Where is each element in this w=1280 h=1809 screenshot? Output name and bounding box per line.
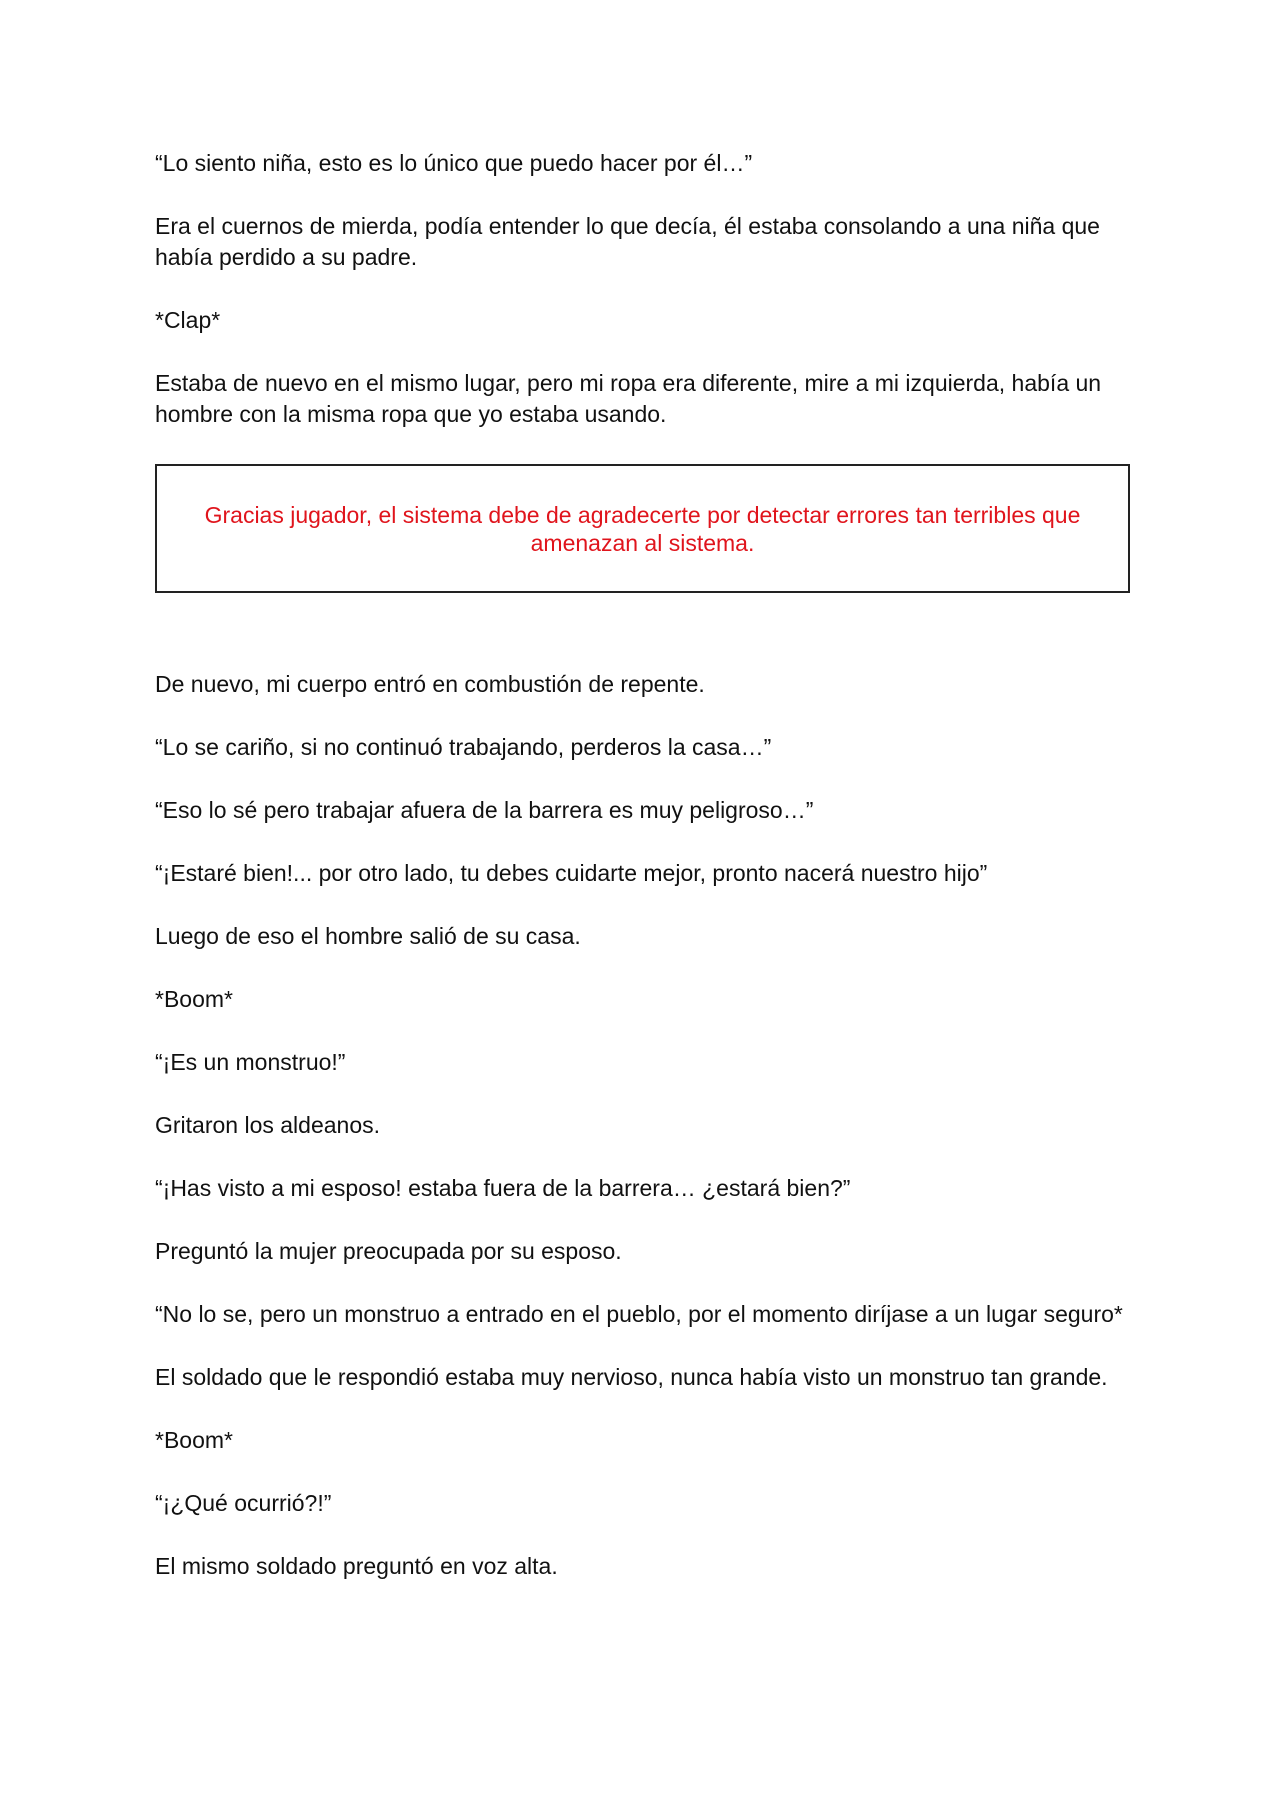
- paragraph: Gritaron los aldeanos.: [155, 1112, 381, 1138]
- paragraph: El mismo soldado preguntó en voz alta.: [155, 1553, 558, 1579]
- paragraph: De nuevo, mi cuerpo entró en combustión de repente.: [155, 671, 705, 697]
- paragraph: “¡Estaré bien!... por otro lado, tu debes cuidarte mejor, pronto nacerá nuestro hijo”: [155, 860, 988, 886]
- paragraph: *Boom*: [155, 1427, 233, 1453]
- paragraph: “Lo se cariño, si no continuó trabajando, perderos la casa…”: [155, 734, 772, 760]
- paragraph: Era el cuernos de mierda, podía entender lo que decía, él estaba consolando a una niña que había perdido a su padre.: [155, 213, 1100, 270]
- system-message-text: Gracias jugador, el sistema debe de agradecerte por detectar errores tan terribles que amenazan al sistema.: [204, 501, 1081, 556]
- paragraph: “¡Has visto a mi esposo! estaba fuera de la barrera… ¿estará bien?”: [155, 1175, 851, 1201]
- document-body: [155, 148, 1130, 1614]
- paragraph: “Eso lo sé pero trabajar afuera de la barrera es muy peligroso…”: [155, 797, 814, 823]
- paragraph: El soldado que le respondió estaba muy nervioso, nunca había visto un monstruo tan grande.: [155, 1364, 1108, 1390]
- system-message-box: [155, 464, 1130, 593]
- paragraph: “¡Es un monstruo!”: [155, 1049, 346, 1075]
- paragraph: *Clap*: [155, 307, 221, 333]
- paragraph: *Boom*: [155, 986, 233, 1012]
- paragraph: Estaba de nuevo en el mismo lugar, pero mi ropa era diferente, mire a mi izquierda, había un hombre con la misma ropa que yo estaba usando.: [155, 370, 1102, 427]
- paragraph: “¡¿Qué ocurrió?!”: [155, 1490, 332, 1516]
- paragraph: Luego de eso el hombre salió de su casa.: [155, 923, 581, 949]
- paragraph: “Lo siento niña, esto es lo único que puedo hacer por él…”: [155, 150, 753, 176]
- paragraph: “No lo se, pero un monstruo a entrado en el pueblo, por el momento diríjase a un lugar seguro*: [155, 1301, 1123, 1327]
- paragraph: Preguntó la mujer preocupada por su esposo.: [155, 1238, 622, 1264]
